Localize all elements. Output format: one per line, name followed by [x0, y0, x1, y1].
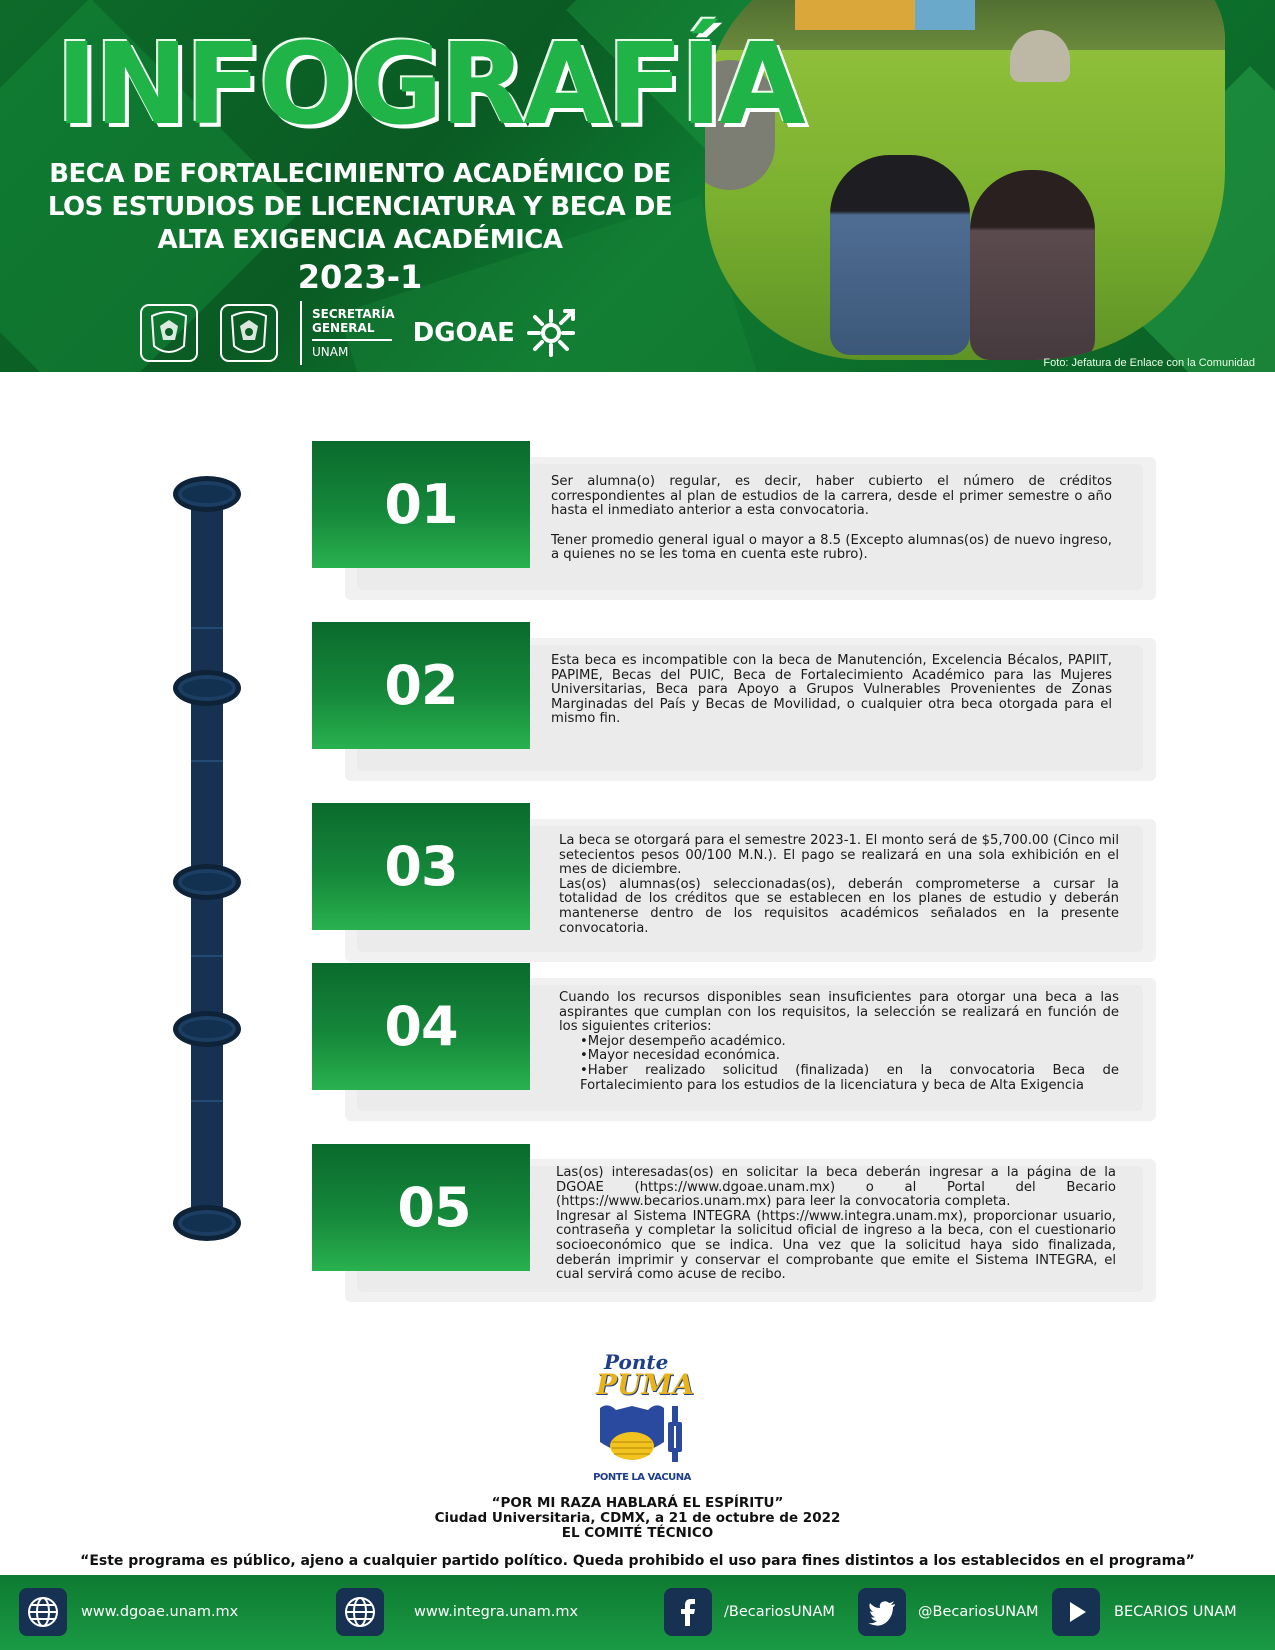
- title-line: LOS ESTUDIOS DE LICENCIATURA Y BECA DE: [47, 192, 673, 222]
- timeline-node: [173, 670, 241, 706]
- timeline-node: [173, 1205, 241, 1241]
- campaign-line: PUMA: [596, 1368, 695, 1401]
- period-label: 2023-1: [297, 258, 423, 296]
- footer-link-label[interactable]: www.dgoae.unam.mx: [81, 1604, 239, 1620]
- step-paragraph: Cuando los recursos disponibles sean insuficientes para otorgar una beca a las aspirantes que cumplan con los requisitos, la selección se realizará en función de los siguientes criterios:: [559, 990, 1119, 1035]
- facebook-icon: [664, 1588, 712, 1636]
- step-text: [551, 475, 1112, 563]
- dgoae-logo-text: DGOAE: [412, 318, 515, 348]
- timeline-node: [173, 864, 241, 900]
- timeline-joint: [191, 1100, 223, 1102]
- footer-link-label[interactable]: BECARIOS UNAM: [1114, 1604, 1237, 1620]
- step-text: [551, 654, 1112, 727]
- step-number: 04: [312, 963, 530, 1090]
- step-number: 01: [312, 441, 530, 568]
- legal-notice: “Este programa es público, ajeno a cualquier partido político. Queda prohibido el uso para fines distintos a los establecidos en el programa”: [80, 1553, 1195, 1569]
- scholarship-title: [20, 158, 700, 257]
- step-paragraph: Ingresar al Sistema INTEGRA (https://www.integra.unam.mx), proporcionar usuario, contraseña y completar la solicitud oficial de ingreso a la beca, con el cuestionario socioeconómico que se indica. Una vez que la solicitud haya sido finalizada, deberán imprimir y conservar el comprobante que emite el Sistema INTEGRA, el cual servirá como acuse de recibo.: [556, 1208, 1116, 1283]
- step-text: [556, 1166, 1116, 1283]
- step-number: 05: [312, 1144, 530, 1271]
- logo-text: GENERAL: [312, 321, 375, 335]
- timeline-node: [173, 476, 241, 512]
- footer-link-youtube[interactable]: [1052, 1588, 1237, 1636]
- step-paragraph: Las(os) interesadas(os) en solicitar la beca deberán ingresar a la página de la DGOAE (https://www.dgoae.unam.mx) o al Portal del Becario (https://www.becarios.unam.mx) para leer la convocatoria completa.: [556, 1165, 1116, 1210]
- signature: EL COMITÉ TÉCNICO: [561, 1525, 714, 1541]
- footer-link-integra[interactable]: [336, 1588, 578, 1636]
- unam-seal-icon: [218, 302, 280, 364]
- photo-credit: Foto: Jefatura de Enlace con la Comunidad: [1043, 357, 1255, 369]
- criteria-item: •Mayor necesidad económica.: [580, 1048, 781, 1064]
- timeline-node: [173, 1011, 241, 1047]
- footer-link-facebook[interactable]: [664, 1588, 835, 1636]
- footer-link-label[interactable]: www.integra.unam.mx: [414, 1604, 579, 1620]
- timeline-joint: [191, 760, 223, 762]
- unam-seal-icon: [138, 302, 200, 364]
- step-paragraph: Ser alumna(o) regular, es decir, haber cubierto el número de créditos correspondientes al plan de estudios de la carrera, desde el primer semestre o año hasta el inmediato anterior a esta convocatoria.: [551, 474, 1112, 519]
- dgoae-emblem-icon: [521, 303, 581, 363]
- logo-divider: [300, 301, 302, 365]
- step-number: 03: [312, 803, 530, 930]
- footer-link-label[interactable]: @BecariosUNAM: [918, 1604, 1039, 1620]
- university-motto: “POR MI RAZA HABLARÁ EL ESPÍRITU”: [491, 1495, 784, 1511]
- timeline-joint: [191, 955, 223, 957]
- footer-link-twitter[interactable]: [858, 1588, 1039, 1636]
- criteria-item: •Mejor desempeño académico.: [580, 1033, 786, 1049]
- title-line: ALTA EXIGENCIA ACADÉMICA: [157, 225, 563, 255]
- campaign-line: Ponte: [604, 1350, 669, 1374]
- step-paragraph: Las(os) alumnas(os) seleccionadas(os), deberán comprometerse a cursar la totalidad de los créditos que se establecen en los planes de estudio y deberán mantenerse dentro de los requisitos académicos señalados en la presente convocatoria.: [559, 876, 1119, 936]
- header-banner: [0, 0, 1275, 372]
- institution-logos: [138, 300, 581, 366]
- logo-text: SECRETARÍA: [312, 307, 395, 321]
- twitter-icon: [858, 1588, 906, 1636]
- timeline-bar: [191, 488, 223, 1218]
- youtube-icon: [1052, 1588, 1100, 1636]
- step-number: 02: [312, 622, 530, 749]
- title-line: BECA DE FORTALECIMIENTO ACADÉMICO DE: [49, 159, 671, 189]
- step-paragraph: Esta beca es incompatible con la beca de Manutención, Excelencia Bécalos, PAPIIT, PAPIME, Becas del PUIC, Beca de Fortalecimiento Académico para las Mujeres Universitarias, Beca para Apoyo a Grupos Vulnerables Provenientes de Zonas Marginadas del País y Becas de Movilidad, o cualquier otra beca otorgada para el mismo fin.: [551, 653, 1112, 727]
- infographic-title: INFOGRAFÍA: [56, 20, 803, 150]
- ponte-puma-logo: [592, 1350, 695, 1488]
- globe-icon: [336, 1588, 384, 1636]
- puma-mask-icon: [598, 1402, 688, 1468]
- logo-text: UNAM: [312, 345, 349, 359]
- criteria-item: •Haber realizado solicitud (finalizada) en la convocatoria Beca de Fortalecimiento para los estudios de la licenciatura y beca de Alta Exigencia: [580, 1062, 1119, 1093]
- timeline-joint: [191, 627, 223, 629]
- footer-link-dgoae[interactable]: [19, 1588, 238, 1636]
- step-paragraph: La beca se otorgará para el semestre 2023-1. El monto será de $5,700.00 (Cinco mil setecientos pesos 00/100 M.N.). El pago se realizará en una sola exhibición en el mes de diciembre.: [559, 833, 1119, 878]
- campaign-tagline: PONTE LA VACUNA: [593, 1472, 691, 1483]
- place-date: Ciudad Universitaria, CDMX, a 21 de octubre de 2022: [434, 1510, 841, 1526]
- footer-link-label[interactable]: /BecariosUNAM: [724, 1604, 835, 1620]
- step-paragraph: Tener promedio general igual o mayor a 8.5 (Excepto alumnas(os) de nuevo ingreso, a quienes no se les toma en cuenta este rubro).: [551, 532, 1112, 563]
- step-text: [559, 834, 1119, 936]
- globe-icon: [19, 1588, 67, 1636]
- step-text: [559, 991, 1119, 1093]
- secretaria-general-logo: [312, 307, 395, 359]
